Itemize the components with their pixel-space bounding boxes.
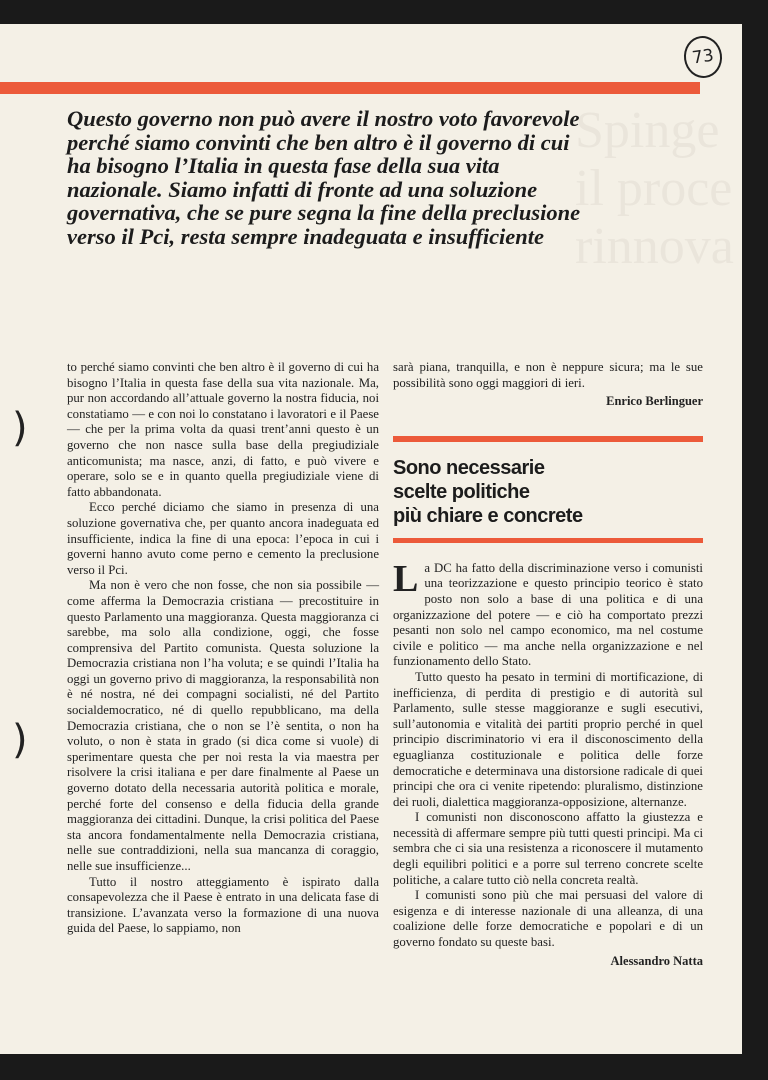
pencil-bracket-mark: ) [12,405,28,451]
paragraph: La DC ha fatto della discriminazione verso i comunisti una teorizzazione e questo principio teorico è stato posto non solo a base di una politica e di una organizzazione del potere — e ciò ha comportato prezzi pesanti non solo nel campo economico, ma nel costume civile e politico — ma anche nella organizzazione e nel funzionamento dello Stato. [393,557,703,669]
paragraph: Tutto il nostro atteggiamento è ispirato dalla consapevolezza che il Paese è entrato in una delicata fase di transizione. L’avanzata verso la formazione di una nuova guida del Paese, lo sappiamo, non [67,874,379,936]
paragraph: Ecco perché diciamo che siamo in presenza di una soluzione governativa che, per quanto ancora inadeguata ed insufficiente, indica la fine di una epoca: l’epoca in cui i governi hanno avuto come perno e cemento la preclusione verso il Pci. [67,500,379,577]
paragraph: sarà piana, tranquilla, e non è neppure sicura; ma le sue possibilità sono oggi maggiori di ieri. [393,360,703,390]
paragraph: Ma non è vero che non fosse, che non sia possibile — come afferma la Democrazia cristiana — precostituire in questo Parlamento una maggioranza. Questa maggioranza ci sarebbe, ma solo alla condizione, oggi, che fosse comprensiva del Partito comunista. Questa soluzione la Democrazia cristiana non l’ha voluta; e se quindi l’Italia ha oggi un governo privo di maggioranza, la responsabilità non è né nostra, né dei compagni socialisti, né del Partito socialdemocratico, né di quello repubblicano, ma della Democrazia cristiana, che o non se l’è sentita, o non ha voluto, o non è stata in grado (si dica come si vuole) di sperimentare questa che per noi resta la via maestra per risolvere la crisi italiana e per dare finalmente al Paese un governo dotato della necessaria autorità politica e morale, perché forte del consenso e della fiducia della grande maggioranza dei cittadini. Dunque, la crisi politica del Paese sta ancora fondamentalmente nella Democrazia cristiana, nelle sue contraddizioni, nella sua mancanza di coraggio, nelle sue insufficienze... [67,578,379,873]
paragraph: I comunisti non disconoscono affatto la giustezza e necessità di affermare sempre più tutti questi principi. Ma ci sembra che ci sia una resistenza a riconoscere il mutamento degli equilibri politici e a porre sul terreno concrete scelte politiche, a calare tutto ciò nella concreta realtà. [393,810,703,887]
subheading [393,456,703,528]
signature-berlinguer: Enrico Berlinguer [606,394,703,409]
paragraph: Tutto questo ha pesato in termini di mortificazione, di inefficienza, di perdita di prestigio e di autorità sul Parlamento, sulle stesse maggioranze e sugli esecutivi, sull’autonomia e vitalità dei partiti proprio perché in quel principio discriminatorio vi era il disconoscimento della eguaglianza costituzionale e politica delle forze democratiche e determinava una distorsione radicale di quei principi che ora ci venite ripetendo: pluralismo, distinzione dei ruoli, dialettica maggioranza-opposizione, alternanze. [393,669,703,809]
paragraph: to perché siamo convinti che ben altro è il governo di cui ha bisogno l’Italia in questa fase della sua vita nazionale. Ma, pur non accordando all’attuale governo la nostra fiducia, noi constatiamo — e con noi lo constatano i lavoratori e il Paese — che per la prima volta da quasi trent’anni questo è un governo che non nasce sulla base della pregiudiziale anticomunista; ma nasce, anzi, di fatto, e può vivere e operare, solo se e in quanto quella pregiudiziale viene di fatto abbandonata. [67,360,379,499]
document-page [0,24,742,1054]
left-column [67,360,379,937]
section-red-bar [393,436,703,442]
top-red-bar [0,82,700,94]
natta-article [393,557,703,969]
handwritten-page-number: 73 [681,34,724,81]
show-through-text: Spinge il proce rinnova [575,102,734,275]
drop-cap: L [393,557,419,600]
signature-natta: Alessandro Natta [610,953,703,968]
section-red-bar [393,538,703,543]
headline-quote: Questo governo non può avere il nostro voto favorevole perché siamo convinti che ben altro è il governo di cui ha bisogno l’Italia in questa fase della sua vita nazionale. Siamo infatti di fronte ad una soluzione governativa, che se pure segna la fine della preclusione verso il Pci, resta sempre inadeguata e insufficiente [67,106,581,249]
subheading-line: Sono necessarie [393,456,545,479]
right-column [393,360,703,969]
paragraph: I comunisti sono più che mai persuasi del valore di esigenza e di interesse nazionale di una alleanza, di una coalizione delle forze democratiche e popolari e di un governo fondato su queste basi. [393,888,703,950]
pencil-bracket-mark: ) [12,717,28,763]
subheading-line: più chiare e concrete [393,504,583,527]
subheading-line: scelte politiche [393,480,530,503]
